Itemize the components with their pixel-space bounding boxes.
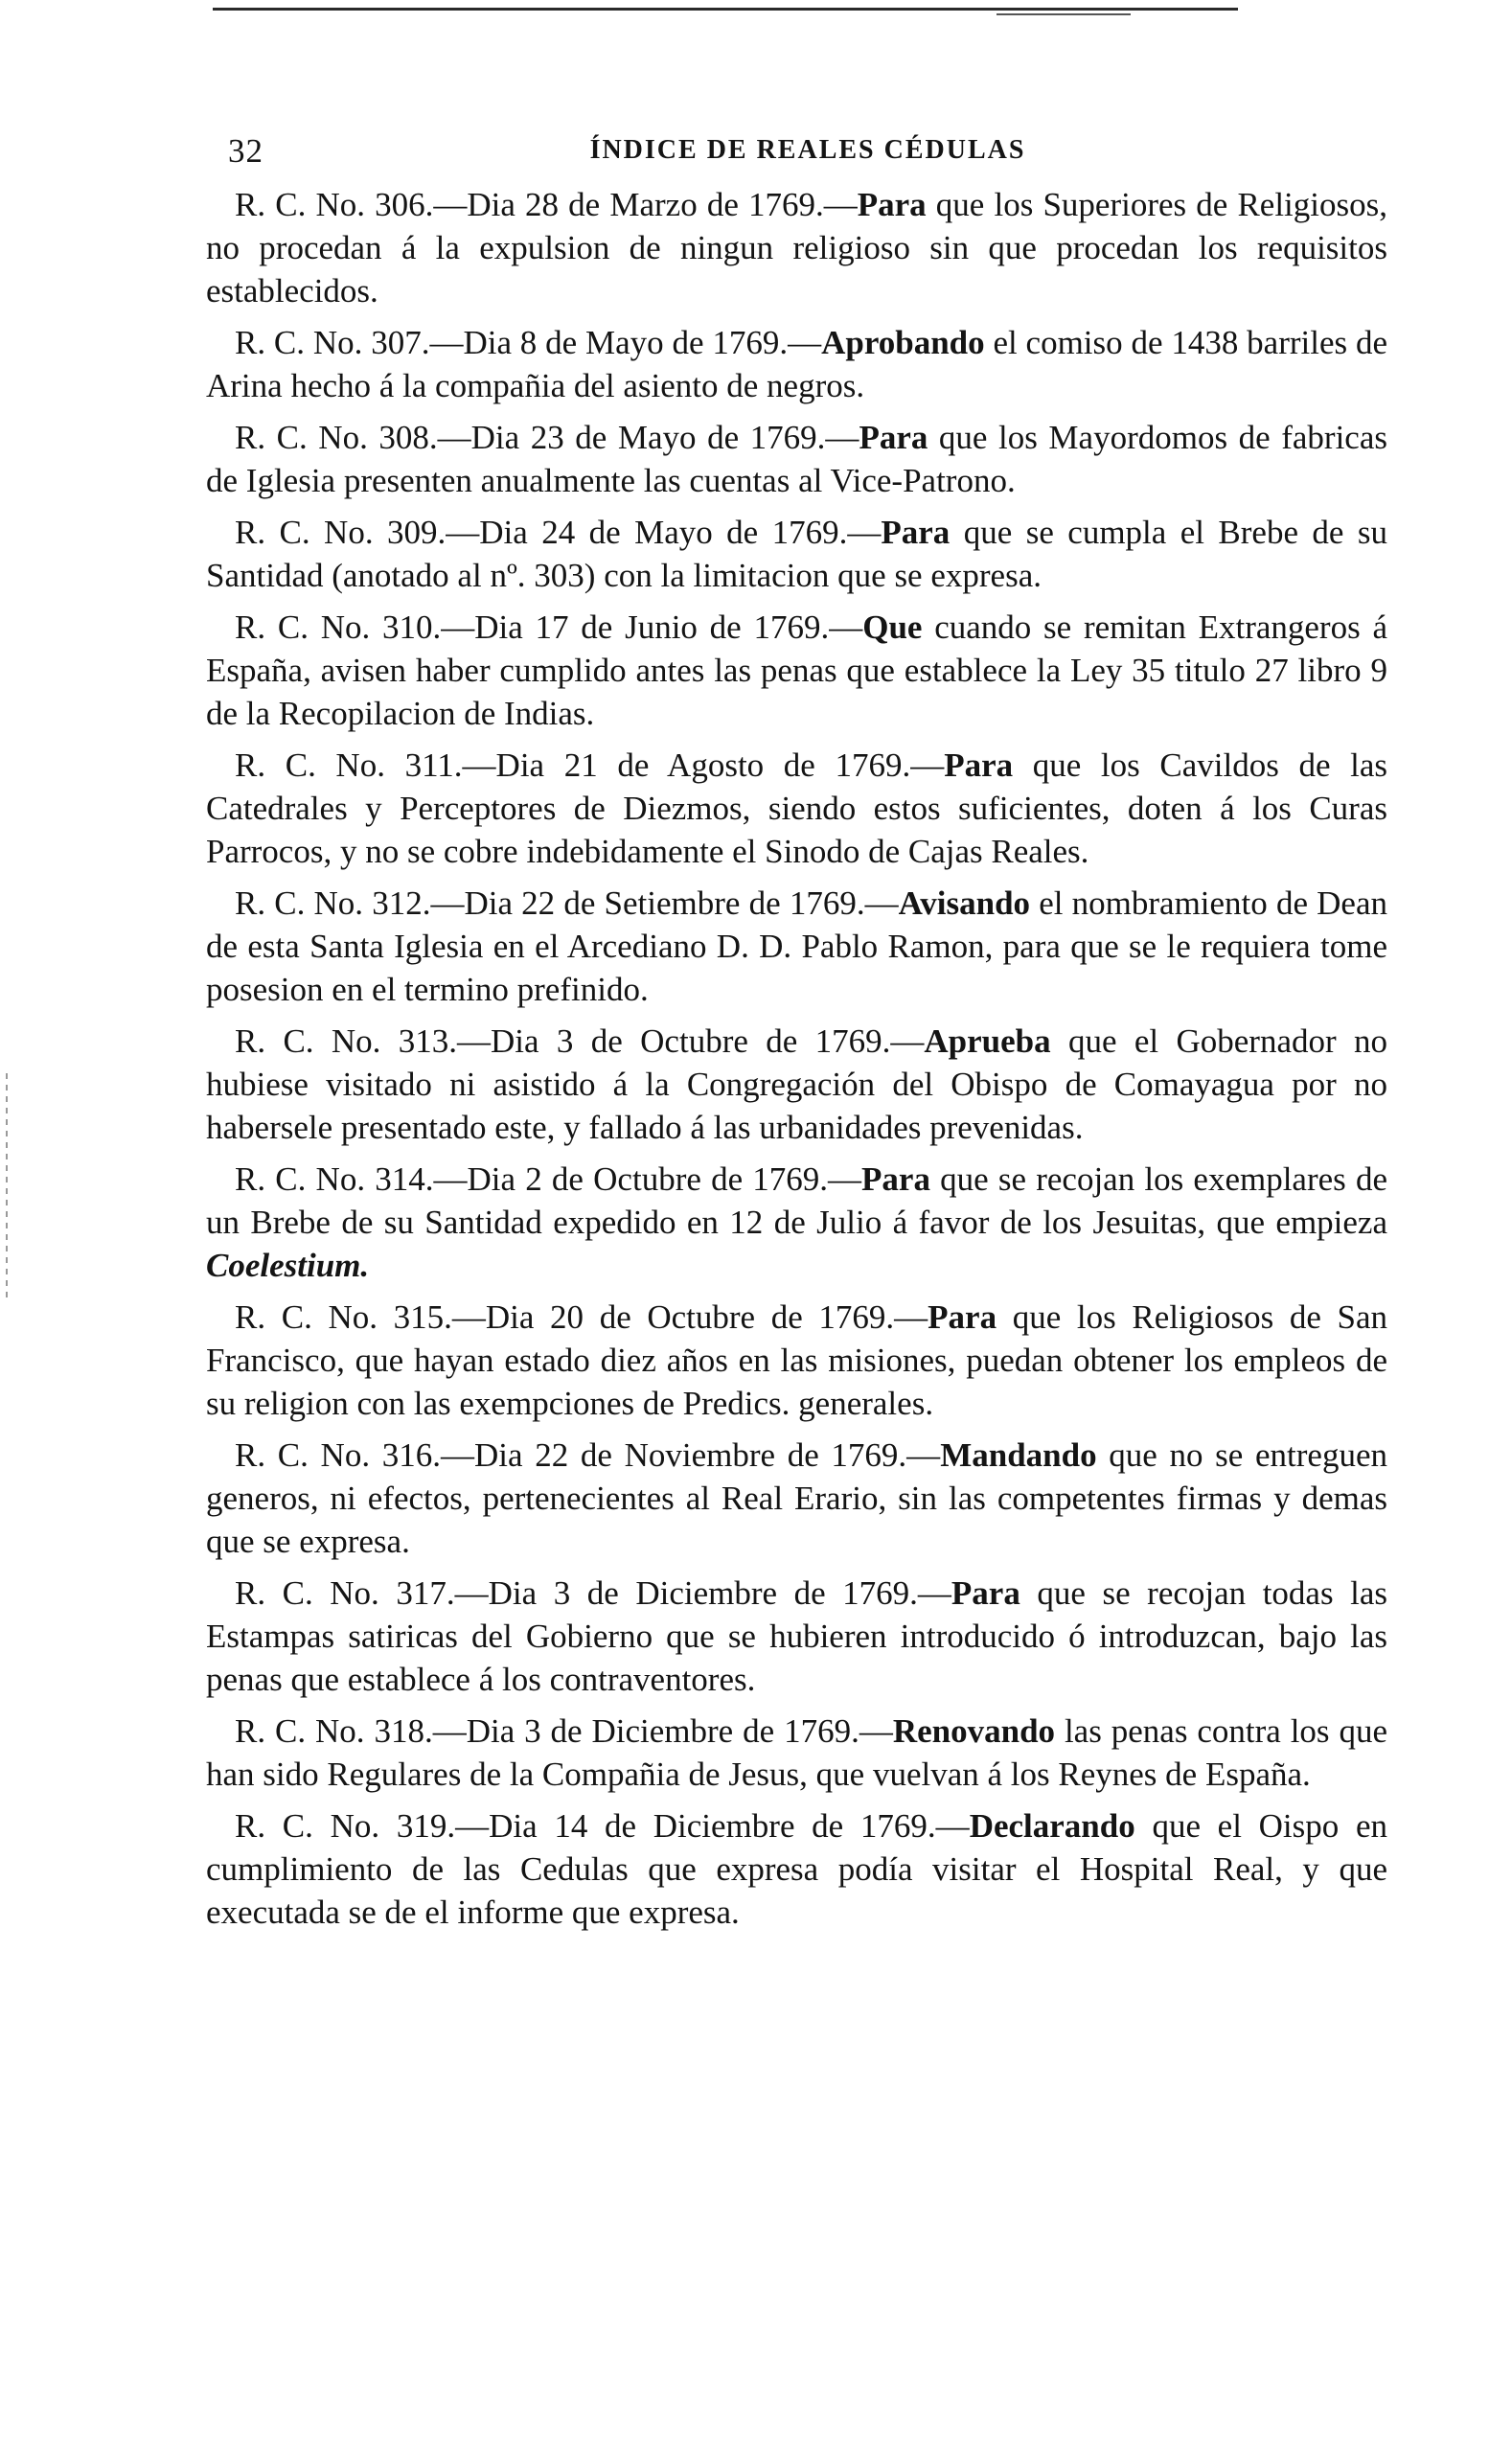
entry-text: que el Gobernador no hubiese visitado ni asistido á la Congregación del Obispo de Comayagua por no habersele presentado este, y fallado á las urbanidades prevenidas.: [206, 1022, 1388, 1146]
entry-text: que el Oispo en cumplimiento de las Cedulas que expresa podía visitar el Hospital Real, y que executada se de el informe que expresa.: [206, 1807, 1388, 1931]
cedula-entry-319: [206, 1804, 1387, 1934]
entry-heading: R. C. No. 310.—Dia 17 de Junio de 1769.—: [235, 608, 863, 646]
cedula-entry-312: [206, 882, 1387, 1011]
entry-action: Renovando: [892, 1712, 1056, 1750]
entry-text: las penas contra los que han sido Regulares de la Compañia de Jesus, que vuelvan á los Reynes de España.: [206, 1712, 1387, 1793]
entry-text: que los Religiosos de San Francisco, que hayan estado diez años en las misiones, puedan obtener los empleos de su religion con las exempciones de Predics. generales.: [206, 1298, 1387, 1422]
entry-heading: R. C. No. 315.—Dia 20 de Octubre de 1769.—: [235, 1298, 928, 1336]
cedula-entry-307: [206, 321, 1387, 407]
entry-heading: R. C. No. 316.—Dia 22 de Noviembre de 1769.—: [235, 1436, 941, 1474]
entry-heading: R. C. No. 308.—Dia 23 de Mayo de 1769.—: [235, 419, 859, 456]
entry-heading: R. C. No. 312.—Dia 22 de Setiembre de 1769.—: [235, 884, 899, 922]
entry-heading: R. C. No. 309.—Dia 24 de Mayo de 1769.—: [235, 514, 882, 551]
entry-heading: R. C. No. 306.—Dia 28 de Marzo de 1769.—: [235, 186, 858, 223]
cedula-index-list: [206, 183, 1387, 1942]
entry-action: Avisando: [898, 884, 1031, 922]
cedula-entry-317: [206, 1572, 1387, 1701]
cedula-entry-313: [206, 1020, 1387, 1149]
entry-text: que se recojan los exemplares de un Brebe de su Santidad expedido en 12 de Julio á favor de los Jesuitas, que empieza: [206, 1160, 1388, 1241]
cedula-entry-309: [206, 511, 1387, 597]
cedula-entry-306: [206, 183, 1387, 312]
cedula-entry-315: [206, 1296, 1387, 1425]
entry-action: Para: [857, 186, 927, 223]
entry-text: que se recojan todas las Estampas satiricas del Gobierno que se hubieren introducido ó introduzcan, bajo las penas que establece á los contraventores.: [206, 1574, 1387, 1698]
entry-action: Para: [861, 1160, 930, 1198]
entry-heading: R. C. No. 314.—Dia 2 de Octubre de 1769.—: [235, 1160, 862, 1198]
entry-action: Que: [862, 608, 923, 646]
entry-action: Declarando: [969, 1807, 1135, 1845]
entry-action: Aprueba: [924, 1022, 1051, 1060]
entry-italic-term: Coelestium.: [206, 1247, 370, 1284]
entry-action: Aprobando: [821, 324, 985, 361]
left-margin-scan-mark: [6, 1073, 8, 1303]
entry-text: que los Cavildos de las Catedrales y Perceptores de Diezmos, siendo estos suficientes, doten á los Curas Parrocos, y no se cobre indebidamente el Sinodo de Cajas Reales.: [206, 746, 1387, 870]
entry-heading: R. C. No. 307.—Dia 8 de Mayo de 1769.—: [235, 324, 822, 361]
entry-text: que los Superiores de Religiosos, no procedan á la expulsion de ningun religioso sin que procedan los requisitos establecidos.: [206, 186, 1387, 310]
cedula-entry-311: [206, 744, 1387, 873]
entry-action: Para: [944, 746, 1014, 784]
page-number: 32: [228, 132, 263, 170]
cedula-entry-314: [206, 1158, 1387, 1287]
entry-heading: R. C. No. 311.—Dia 21 de Agosto de 1769.—: [235, 746, 945, 784]
entry-action: Para: [859, 419, 928, 456]
page-header: [228, 132, 1387, 174]
entry-text: que se cumpla el Brebe de su Santidad (anotado al nº. 303) con la limitacion que se expresa.: [206, 514, 1387, 594]
entry-action: Mandando: [940, 1436, 1097, 1474]
cedula-entry-308: [206, 416, 1387, 502]
cedula-entry-310: [206, 606, 1387, 735]
entry-text: cuando se remitan Extrangeros á España, avisen haber cumplido antes las penas que establece la Ley 35 titulo 27 libro 9 de la Recopilacion de Indias.: [206, 608, 1387, 732]
entry-text: el comiso de 1438 barriles de Arina hecho á la compañia del asiento de negros.: [206, 324, 1387, 404]
entry-text: que los Mayordomos de fabricas de Iglesia presenten anualmente las cuentas al Vice-Patrono.: [206, 419, 1387, 499]
entry-heading: R. C. No. 318.—Dia 3 de Diciembre de 1769.—: [235, 1712, 893, 1750]
entry-text: el nombramiento de Dean de esta Santa Iglesia en el Arcediano D. D. Pablo Ramon, para que se le requiera tome posesion en el termino prefinido.: [206, 884, 1388, 1008]
entry-action: Para: [951, 1574, 1020, 1612]
entry-heading: R. C. No. 313.—Dia 3 de Octubre de 1769.—: [235, 1022, 925, 1060]
entry-action: Para: [928, 1298, 997, 1336]
entry-heading: R. C. No. 319.—Dia 14 de Diciembre de 1769.—: [235, 1807, 970, 1845]
entry-text: que no se entreguen generos, ni efectos, pertenecientes al Real Erario, sin las competentes firmas y demas que se expresa.: [206, 1436, 1387, 1560]
top-edge-rule-secondary: [997, 13, 1131, 15]
cedula-entry-318: [206, 1710, 1387, 1796]
cedula-entry-316: [206, 1434, 1387, 1563]
running-title: ÍNDICE DE REALES CÉDULAS: [589, 135, 1026, 165]
entry-heading: R. C. No. 317.—Dia 3 de Diciembre de 1769.—: [235, 1574, 951, 1612]
entry-action: Para: [881, 514, 951, 551]
top-edge-rule: [213, 8, 1238, 11]
